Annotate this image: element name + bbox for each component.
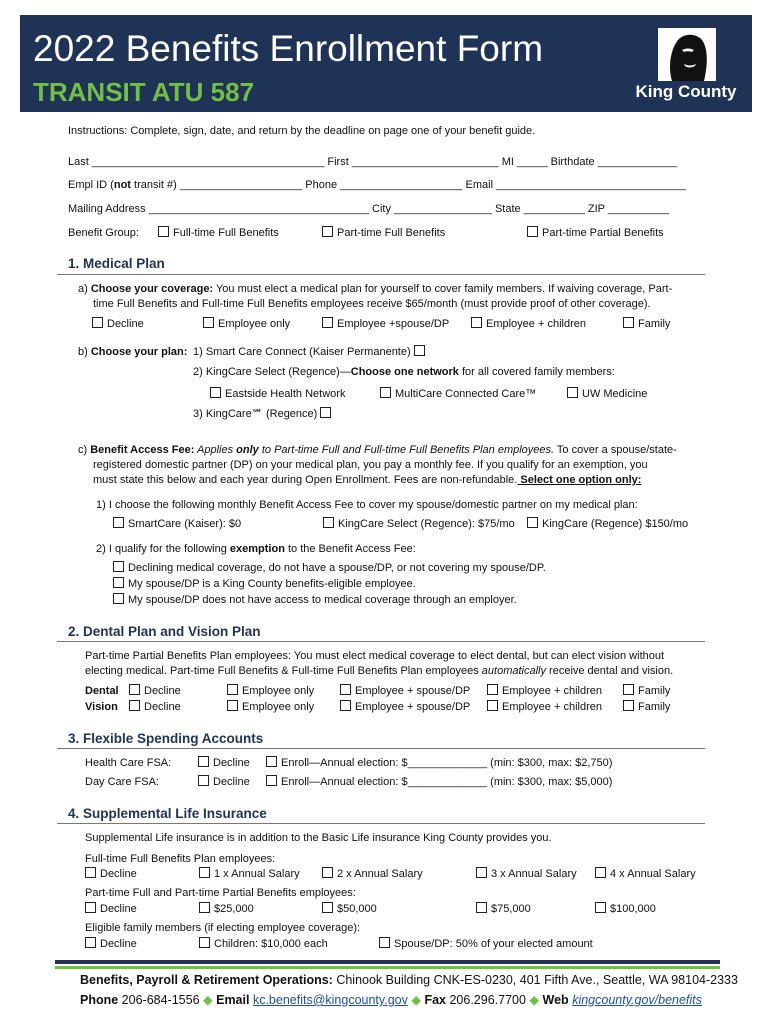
dental-option[interactable]: Decline bbox=[129, 684, 181, 698]
exemption-option[interactable]: My spouse/DP is a King County benefits-eligible employee. bbox=[113, 577, 416, 591]
life-intro: Supplemental Life insurance is in addition to the Basic Life insurance King County provides you. bbox=[85, 832, 552, 844]
checkbox[interactable] bbox=[322, 226, 333, 237]
fee-option[interactable]: SmartCare (Kaiser): $0 bbox=[113, 517, 241, 531]
coverage-option[interactable]: Employee only bbox=[203, 317, 290, 331]
footer-address: Benefits, Payroll & Retirement Operations: Chinook Building CNK-ES-0230, 401 Fifth Ave., Seattle, WA 98104-2333 bbox=[80, 973, 738, 987]
daycare-fsa-enroll[interactable]: Enroll—Annual election: $_____________ (min: $300, max: $5,000) bbox=[266, 775, 612, 789]
divider bbox=[57, 748, 705, 749]
address-line[interactable]: Mailing Address ____________________________________ City ________________ State __________ ZIP __________ bbox=[68, 203, 670, 215]
diamond-icon: ◆ bbox=[203, 993, 213, 1007]
dental-label: Dental bbox=[85, 685, 119, 697]
vision-option[interactable]: Employee + children bbox=[487, 700, 602, 714]
vision-label: Vision bbox=[85, 701, 118, 713]
web-link[interactable]: kingcounty.gov/benefits bbox=[572, 993, 702, 1007]
fee-option[interactable]: KingCare (Regence) $150/mo bbox=[527, 517, 688, 531]
divider bbox=[57, 274, 705, 275]
email-link[interactable]: kc.benefits@kingcounty.gov bbox=[252, 993, 408, 1007]
medical-c-line1: c) Benefit Access Fee: Applies only to Part-time Full and Full-time Full Benefits Plan employees. To cover a spouse/state- bbox=[78, 444, 677, 456]
life-parttime-option[interactable]: $25,000 bbox=[199, 902, 254, 916]
health-fsa-label: Health Care FSA: bbox=[85, 757, 172, 769]
health-fsa-decline[interactable]: Decline bbox=[198, 756, 250, 770]
dental-text1: Part-time Partial Benefits Plan employees: You must elect medical coverage to elect dental, but can elect vision without bbox=[85, 650, 665, 662]
medical-b-label: b) Choose your plan: bbox=[78, 346, 188, 358]
medical-a-line2: time Full Benefits and Full-time Full Benefits employees receive $65/month (must provide proof of other coverage). bbox=[93, 298, 651, 310]
benefit-group-label: Benefit Group: bbox=[68, 227, 139, 239]
life-fulltime-option[interactable]: 4 x Annual Salary bbox=[595, 867, 696, 881]
exemption-option[interactable]: My spouse/DP does not have access to medical coverage through an employer. bbox=[113, 593, 517, 607]
exemption-option[interactable]: Declining medical coverage, do not have a spouse/DP, or not covering my spouse/DP. bbox=[113, 561, 546, 575]
life-fulltime-option[interactable]: 2 x Annual Salary bbox=[322, 867, 423, 881]
checkbox[interactable] bbox=[158, 226, 169, 237]
life-parttime-option[interactable]: $50,000 bbox=[322, 902, 377, 916]
coverage-option[interactable]: Employee +spouse/DP bbox=[322, 317, 449, 331]
plan-option-kingcare[interactable]: 3) KingCare℠ (Regence) bbox=[193, 407, 335, 421]
network-option[interactable]: UW Medicine bbox=[567, 387, 647, 401]
name-line[interactable]: Last ______________________________________ First ________________________ MI _____ Birthdate _____________ bbox=[68, 156, 678, 168]
life-family-option[interactable]: Spouse/DP: 50% of your elected amount bbox=[379, 937, 593, 951]
coverage-option[interactable]: Employee + children bbox=[471, 317, 586, 331]
exemption-intro: 2) I qualify for the following exemption to the Benefit Access Fee: bbox=[96, 543, 416, 555]
life-fulltime-option[interactable]: Decline bbox=[85, 867, 137, 881]
vision-option[interactable]: Decline bbox=[129, 700, 181, 714]
vision-option[interactable]: Employee + spouse/DP bbox=[340, 700, 470, 714]
footer-contact: Phone 206-684-1556 ◆ Email kc.benefits@kingcounty.gov ◆ Fax 206.296.7700 ◆ Web kingcounty.gov/benefits bbox=[80, 993, 702, 1007]
benefit-group-option[interactable]: Part-time Full Benefits bbox=[322, 226, 445, 240]
medical-c-line2: registered domestic partner (DP) on your medical plan, you pay a monthly fee. If you qualify for an exemption, you bbox=[93, 459, 648, 471]
fee-option[interactable]: KingCare Select (Regence): $75/mo bbox=[323, 517, 515, 531]
life-family-label: Eligible family members (if electing employee coverage): bbox=[85, 922, 361, 934]
checkbox[interactable] bbox=[527, 226, 538, 237]
life-heading: 4. Supplemental Life Insurance bbox=[68, 806, 267, 821]
life-parttime-option[interactable]: $100,000 bbox=[595, 902, 656, 916]
diamond-icon: ◆ bbox=[529, 993, 540, 1007]
divider bbox=[57, 641, 705, 642]
dental-option[interactable]: Family bbox=[623, 684, 670, 698]
divider bbox=[57, 823, 705, 824]
king-county-logo bbox=[628, 28, 744, 108]
logo-text: King County bbox=[635, 82, 737, 101]
fsa-heading: 3. Flexible Spending Accounts bbox=[68, 731, 264, 746]
health-fsa-enroll[interactable]: Enroll—Annual election: $_____________ (min: $300, max: $2,750) bbox=[266, 756, 612, 770]
life-family-option[interactable]: Children: $10,000 each bbox=[199, 937, 328, 951]
footer-bar-accent bbox=[55, 966, 720, 969]
life-parttime-option[interactable]: Decline bbox=[85, 902, 137, 916]
life-fulltime-label: Full-time Full Benefits Plan employees: bbox=[85, 853, 276, 865]
footer-bar bbox=[55, 960, 720, 964]
page-title: 2022 Benefits Enrollment Form bbox=[33, 28, 544, 69]
life-fulltime-option[interactable]: 3 x Annual Salary bbox=[476, 867, 577, 881]
benefit-group-option[interactable]: Part-time Partial Benefits bbox=[527, 226, 664, 240]
coverage-option[interactable]: Decline bbox=[92, 317, 144, 331]
dental-option[interactable]: Employee only bbox=[227, 684, 314, 698]
diamond-icon: ◆ bbox=[411, 993, 421, 1007]
vision-option[interactable]: Family bbox=[623, 700, 670, 714]
empl-id-line[interactable]: Empl ID (not transit #) ____________________ Phone ____________________ Email _______________________________ bbox=[68, 179, 686, 191]
medical-heading: 1. Medical Plan bbox=[68, 256, 165, 271]
life-parttime-option[interactable]: $75,000 bbox=[476, 902, 531, 916]
life-fulltime-option[interactable]: 1 x Annual Salary bbox=[199, 867, 300, 881]
coverage-option[interactable]: Family bbox=[623, 317, 670, 331]
daycare-fsa-label: Day Care FSA: bbox=[85, 776, 159, 788]
dental-option[interactable]: Employee + spouse/DP bbox=[340, 684, 470, 698]
page-subtitle: TRANSIT ATU 587 bbox=[33, 77, 255, 107]
benefit-group-option[interactable]: Full-time Full Benefits bbox=[158, 226, 279, 240]
network-option[interactable]: MultiCare Connected Care™ bbox=[380, 387, 536, 401]
fee-intro: 1) I choose the following monthly Benefit Access Fee to cover my spouse/domestic partner on my medical plan: bbox=[96, 499, 638, 511]
medical-c-line3: must state this below and each year during Open Enrollment. Fees are non-refundable. Select one option only: bbox=[93, 474, 642, 486]
life-parttime-label: Part-time Full and Part-time Partial Benefits employees: bbox=[85, 887, 356, 899]
dental-option[interactable]: Employee + children bbox=[487, 684, 602, 698]
mlk-portrait-icon bbox=[658, 28, 716, 81]
instructions: Instructions: Complete, sign, date, and return by the deadline on page one of your benefit guide. bbox=[68, 125, 536, 137]
dental-text2: electing medical. Part-time Full Benefits & Full-time Full Benefits Plan employees automatically receive dental and vision. bbox=[85, 665, 674, 677]
daycare-fsa-decline[interactable]: Decline bbox=[198, 775, 250, 789]
dental-heading: 2. Dental Plan and Vision Plan bbox=[68, 624, 261, 639]
vision-option[interactable]: Employee only bbox=[227, 700, 314, 714]
life-family-option[interactable]: Decline bbox=[85, 937, 137, 951]
plan-option-kaiser[interactable]: 1) Smart Care Connect (Kaiser Permanente) bbox=[193, 345, 429, 359]
plan-option-kingcare-select: 2) KingCare Select (Regence)—Choose one network for all covered family members: bbox=[193, 366, 615, 378]
network-option[interactable]: Eastside Health Network bbox=[210, 387, 345, 401]
medical-a-line1: a) Choose your coverage: You must elect a medical plan for yourself to cover family members. If waiving coverage, Part- bbox=[78, 283, 673, 295]
